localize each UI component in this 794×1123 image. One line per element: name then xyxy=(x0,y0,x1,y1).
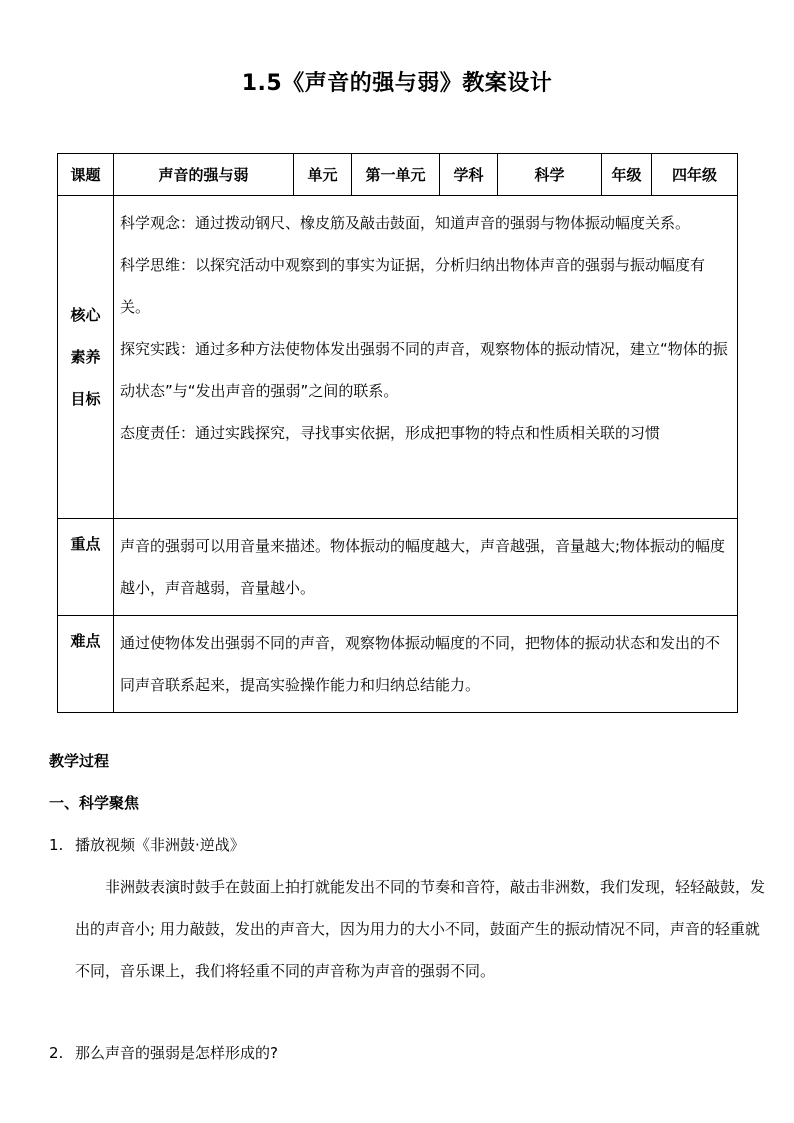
core-goals-row xyxy=(58,196,738,519)
key-point-content: 声音的强弱可以用音量来描述。物体振动的幅度越大，声音越强，音量越大;物体振动的幅度越小，声音越弱，音量越小。 xyxy=(114,519,738,616)
list-item xyxy=(49,834,245,855)
header-cell: 声音的强与弱 xyxy=(114,154,294,196)
key-point-row xyxy=(58,519,738,616)
header-cell: 第一单元 xyxy=(352,154,440,196)
core-goal-item: 科学观念：通过拨动钢尺、橡皮筋及敲击鼓面，知道声音的强弱与物体振动幅度关系。 xyxy=(120,214,691,232)
item-number: 2. xyxy=(49,1044,64,1062)
header-cell: 学科 xyxy=(440,154,498,196)
item-number: 1. xyxy=(49,836,64,854)
core-label-line: 素养 xyxy=(70,348,101,366)
header-cell: 科学 xyxy=(498,154,602,196)
difficulty-label: 难点 xyxy=(58,616,114,713)
core-label-line: 目标 xyxy=(70,390,101,408)
list-item xyxy=(49,1042,278,1063)
core-goal-item: 态度责任：通过实践探究，寻找事实依据，形成把事物的特点和性质相关联的习惯 xyxy=(120,424,661,442)
header-cell: 课题 xyxy=(58,154,114,196)
teaching-process-heading: 教学过程 xyxy=(49,752,110,770)
table-header-row xyxy=(58,154,738,196)
key-point-label: 重点 xyxy=(58,519,114,616)
item-text: 那么声音的强弱是怎样形成的? xyxy=(75,1044,278,1062)
core-label-line: 核心 xyxy=(70,306,101,324)
header-cell: 年级 xyxy=(602,154,652,196)
header-cell: 四年级 xyxy=(652,154,738,196)
section-science-focus: 一、科学聚焦 xyxy=(49,794,140,812)
core-goals-label xyxy=(58,196,114,519)
header-cell: 单元 xyxy=(294,154,352,196)
core-goals-content xyxy=(114,196,738,519)
core-goal-item: 探究实践：通过多种方法使物体发出强弱不同的声音，观察物体的振动情况，建立“物体的振动状态”与“发出声音的强弱”之间的联系。 xyxy=(120,340,728,400)
difficulty-row xyxy=(58,616,738,713)
core-goal-item: 科学思维：以探究活动中观察到的事实为证据，分析归纳出物体声音的强弱与振动幅度有关。 xyxy=(120,256,706,316)
document-title: 1.5《声音的强与弱》教案设计 xyxy=(241,71,553,96)
difficulty-content: 通过使物体发出强弱不同的声音，观察物体振动幅度的不同，把物体的振动状态和发出的不同声音联系起来，提高实验操作能力和归纳总结能力。 xyxy=(114,616,738,713)
item-text: 播放视频《非洲鼓·逆战》 xyxy=(75,836,245,854)
lesson-info-table xyxy=(57,153,738,713)
body-paragraph: 非洲鼓表演时鼓手在鼓面上拍打就能发出不同的节奏和音符，敲击非洲数，我们发现，轻轻敲鼓，发出的声音小; 用力敲鼓，发出的声音大，因为用力的大小不同，鼓面产生的振动情况不同，声音的轻重就不同，音乐课上，我们将轻重不同的声音称为声音的强弱不同。 xyxy=(75,878,766,980)
